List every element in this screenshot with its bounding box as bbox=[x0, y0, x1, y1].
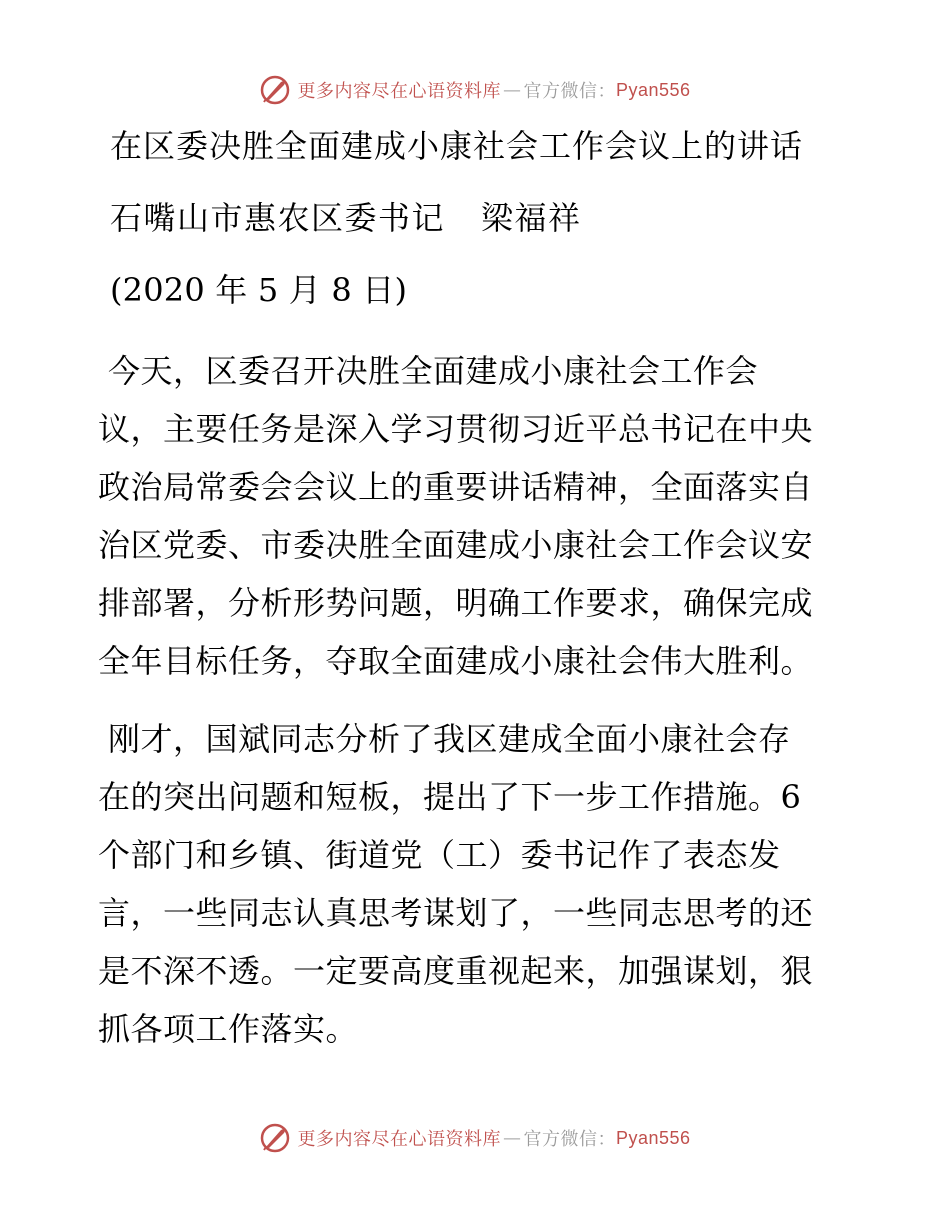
watermark-separator: — bbox=[502, 1127, 522, 1149]
paragraph-line: 抓各项工作落实。 bbox=[98, 1010, 359, 1048]
watermark-wechat-handle: Pyan556 bbox=[615, 79, 691, 100]
body-paragraph-1 bbox=[98, 342, 850, 690]
paragraph-line: 个部门和乡镇、街道党（工）委书记作了表态发 bbox=[98, 836, 781, 874]
author-organization: 石嘴山市惠农区委书记 bbox=[110, 199, 446, 237]
paragraph-line: 排部署，分析形势问题，明确工作要求，确保完成 bbox=[98, 584, 814, 622]
watermark-wechat-handle: Pyan556 bbox=[615, 1127, 691, 1148]
paragraph-line: 在的突出问题和短板，提出了下一步工作措施。6 bbox=[98, 778, 802, 816]
paragraph-line: 今天，区委召开决胜全面建成小康社会工作会 bbox=[108, 352, 759, 390]
paragraph-line: 政治局常委会会议上的重要讲话精神，全面落实自 bbox=[98, 468, 814, 506]
footer-watermark-banner bbox=[0, 1118, 950, 1158]
paragraph-line: 全年目标任务，夺取全面建成小康社会伟大胜利。 bbox=[98, 642, 814, 680]
author-name: 梁福祥 bbox=[481, 199, 582, 237]
document-date: (2020 年 5 月 8 日) bbox=[110, 271, 408, 309]
watermark-wechat-label: 官方微信： bbox=[523, 1129, 616, 1150]
paragraph-line: 治区党委、市委决胜全面建成小康社会工作会议安 bbox=[98, 526, 814, 564]
quill-logo-icon bbox=[259, 1122, 291, 1154]
document-title: 在区委决胜全面建成小康社会工作会议上的讲话 bbox=[110, 127, 804, 165]
paragraph-line: 言，一些同志认真思考谋划了，一些同志思考的还 bbox=[98, 894, 814, 932]
watermark-brand-text: 更多内容尽在心语资料库 bbox=[297, 81, 501, 102]
paragraph-line: 议，主要任务是深入学习贯彻习近平总书记在中央 bbox=[98, 410, 814, 448]
body-paragraph-2 bbox=[98, 710, 850, 1058]
document-author bbox=[110, 198, 582, 238]
header-watermark-banner bbox=[0, 70, 950, 110]
paragraph-line: 是不深不透。一定要高度重视起来，加强谋划，狠 bbox=[98, 952, 814, 990]
paragraph-line: 刚才，国斌同志分析了我区建成全面小康社会存 bbox=[108, 720, 791, 758]
watermark-separator: — bbox=[502, 79, 522, 101]
quill-logo-icon bbox=[259, 74, 291, 106]
watermark-brand-text: 更多内容尽在心语资料库 bbox=[297, 1129, 501, 1150]
watermark-wechat-label: 官方微信： bbox=[523, 81, 616, 102]
